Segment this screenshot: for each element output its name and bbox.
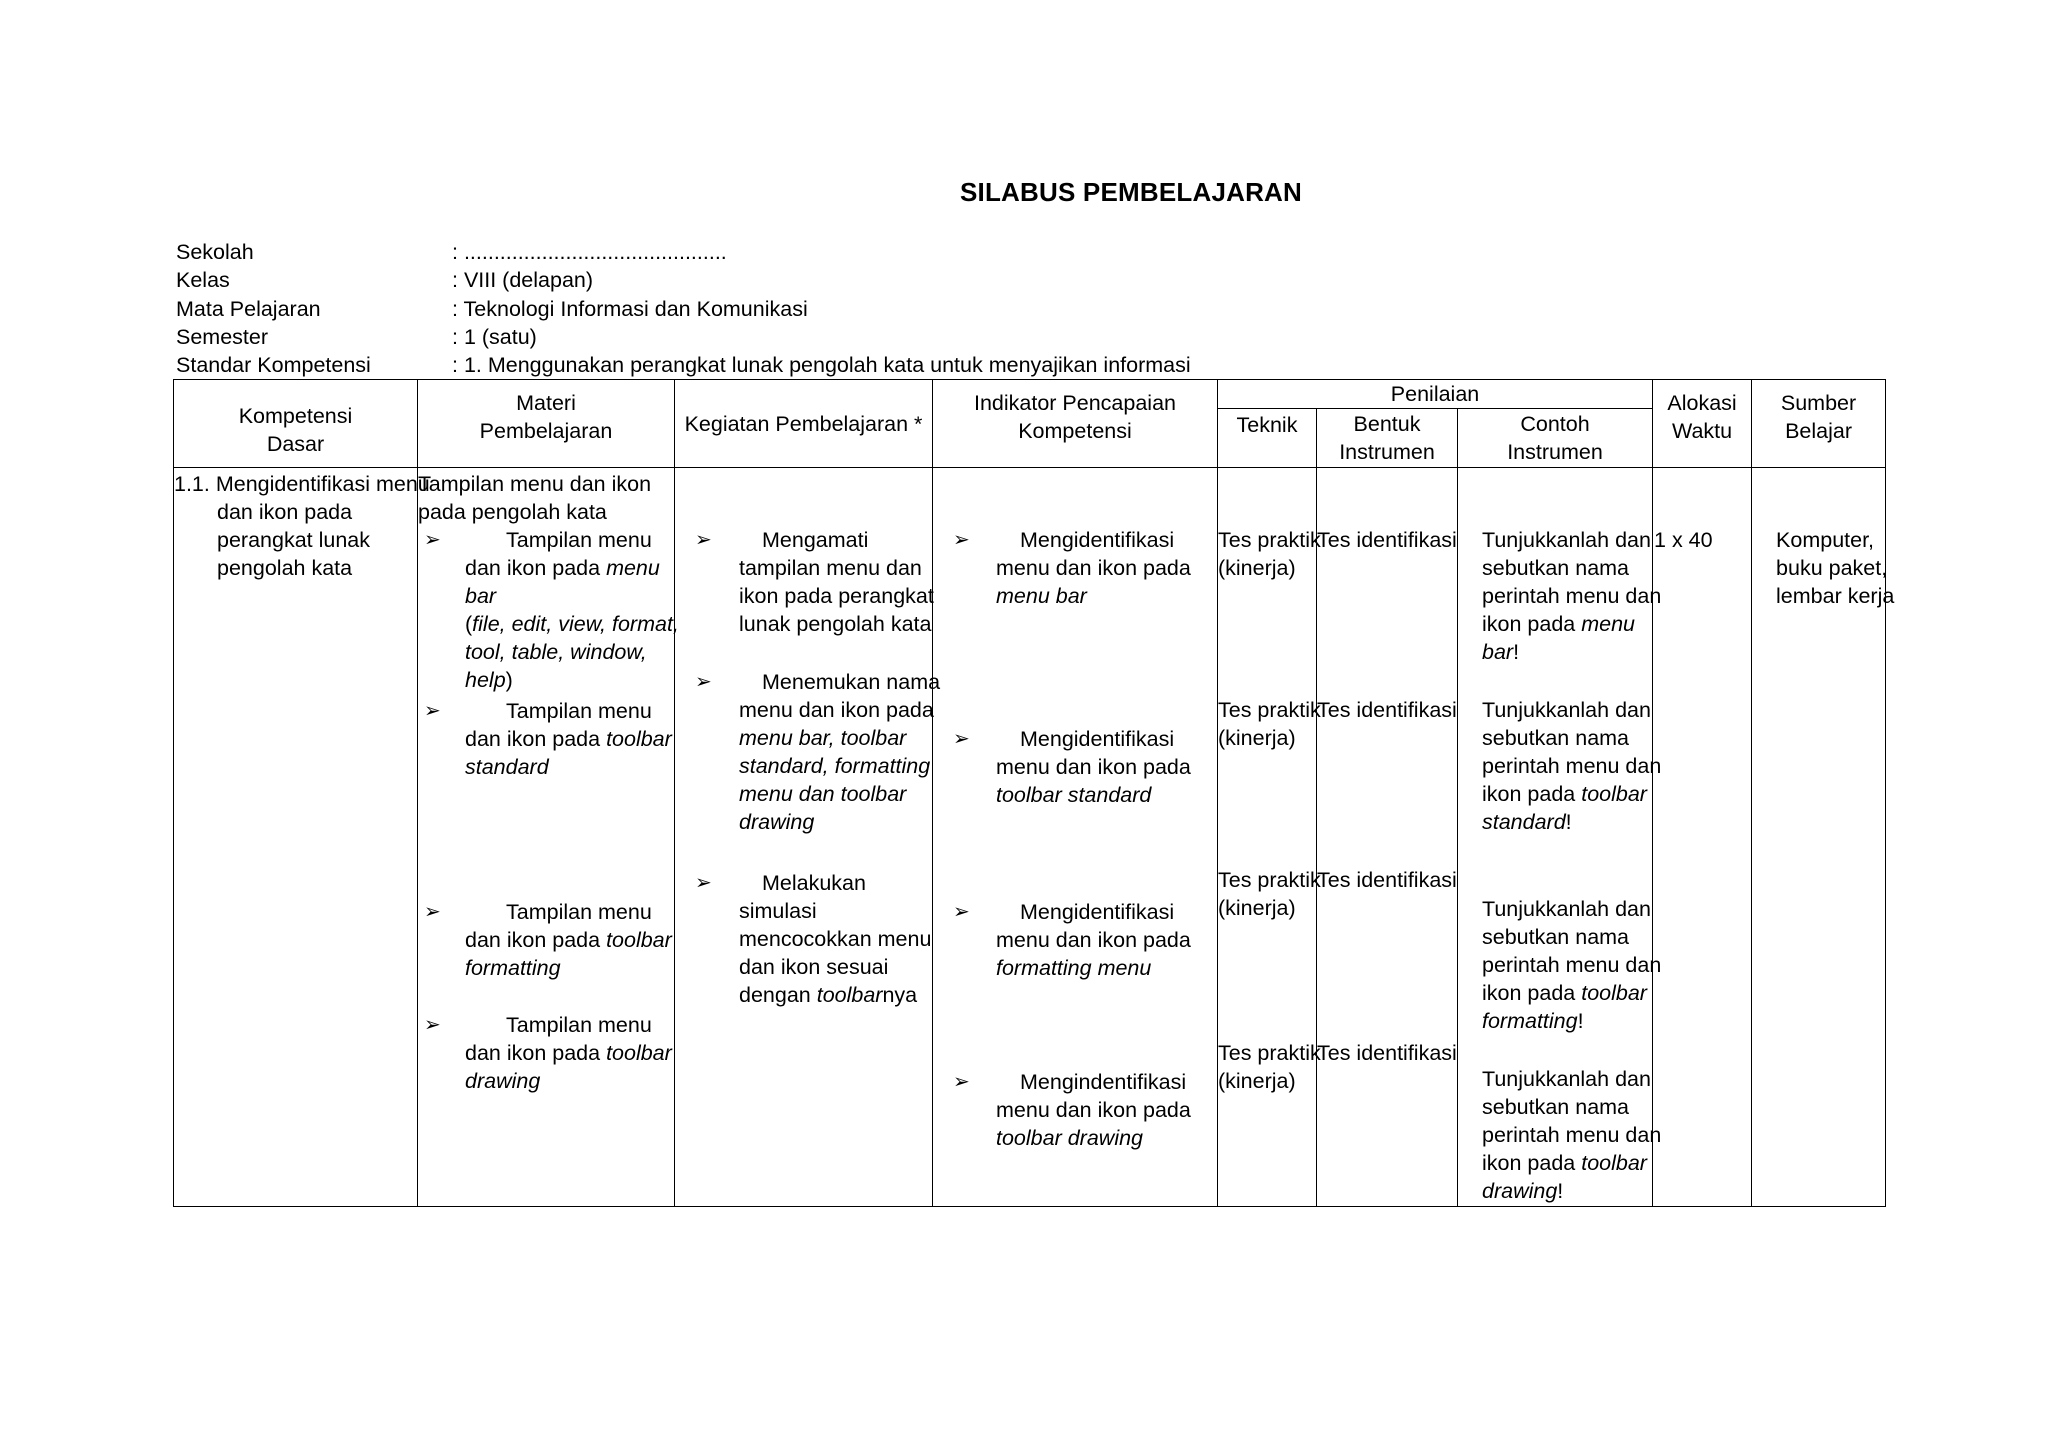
header-indikator: Indikator Pencapaian Kompetensi [933,380,1218,468]
kd-text: 1.1. Mengidentifikasi menu dan ikon pada perangkat lunak pengolah kata [174,472,430,580]
arrow-bullet-icon: ➢ [953,529,970,551]
cell-bentuk-instrumen [1317,468,1458,1207]
info-value: : Teknologi Informasi dan Komunikasi [452,296,808,321]
cell-teknik [1218,468,1321,1207]
header-alokasi-waktu: Alokasi Waktu [1653,380,1752,468]
arrow-bullet-icon: ➢ [424,901,441,923]
arrow-bullet-icon: ➢ [695,872,712,894]
bentuk-entry: Tes identifikasi [1317,528,1457,552]
header-penilaian: Penilaian [1218,380,1653,409]
alokasi-value: 1 x 40 [1654,528,1713,552]
cell-indikator [933,468,1218,1207]
arrow-bullet-icon: ➢ [953,728,970,750]
teknik-entry: Tes praktik (kinerja) [1218,868,1321,920]
info-value: : ............................................ [452,240,727,264]
cell-sumber-belajar [1752,468,1895,1207]
info-value: : VIII (delapan) [452,268,594,293]
bentuk-entry: Tes identifikasi [1317,1041,1457,1065]
arrow-bullet-icon: ➢ [953,901,970,923]
info-label: Standar Kompetensi [176,353,371,378]
document-title: SILABUS PEMBELAJARAN [959,177,1303,207]
cell-alokasi-waktu [1653,468,1752,1207]
arrow-bullet-icon: ➢ [695,671,712,693]
header-row [174,380,1886,409]
info-label: Sekolah [176,240,254,264]
arrow-bullet-icon: ➢ [424,700,441,722]
arrow-bullet-icon: ➢ [953,1071,970,1093]
contoh-entry: Tunjukkanlah dan sebutkan nama perintah menu dan ikon pada toolbar formatting! [1482,897,1662,1033]
list-item: ➢ Menemukan nama menu dan ikon pada menu bar, toolbar standard, formatting menu dan toolbar drawing [695,670,941,834]
list-item: ➢ Tampilan menu dan ikon pada toolbar formatting [424,900,672,980]
info-value: : 1. Menggunakan perangkat lunak pengolah kata untuk menyajikan informasi [452,353,1191,378]
syllabus-table [173,379,1895,1207]
bentuk-entry: Tes identifikasi [1317,698,1457,722]
contoh-entry: Tunjukkanlah dan sebutkan nama perintah menu dan ikon pada menu bar! [1482,528,1662,664]
list-item: ➢ Tampilan menu dan ikon pada toolbar drawing [424,1013,672,1093]
arrow-bullet-icon: ➢ [424,1014,441,1036]
header-sumber-belajar: Sumber Belajar [1752,380,1886,468]
cell-contoh-instrumen [1458,468,1662,1207]
sumber-value: Komputer, buku paket, lembar kerja [1776,528,1895,608]
contoh-entry: Tunjukkanlah dan sebutkan nama perintah menu dan ikon pada toolbar standard! [1482,698,1662,834]
header-teknik: Teknik [1218,409,1317,468]
list-item: ➢ Melakukan simulasi mencocokkan menu dan ikon sesuai dengan toolbarnya [695,871,932,1007]
cell-materi [418,468,679,1207]
teknik-entry: Tes praktik (kinerja) [1218,1041,1321,1093]
teknik-entry: Tes praktik (kinerja) [1218,698,1321,750]
header-contoh-instrumen: Contoh Instrumen [1458,409,1653,468]
header-kompetensi-dasar: Kompetensi Dasar [174,380,418,468]
cell-kegiatan [675,468,941,1207]
list-item: ➢ Mengidentifikasi menu dan ikon pada formatting menu [953,900,1191,980]
info-value: : 1 (satu) [452,324,537,349]
teknik-entry: Tes praktik (kinerja) [1218,528,1321,580]
info-label: Semester [176,324,269,349]
list-item: ➢ Tampilan menu dan ikon pada toolbar standard [424,699,672,779]
bentuk-entry: Tes identifikasi [1317,868,1457,892]
cell-kompetensi-dasar [174,468,430,1207]
table-row [174,468,1886,1207]
arrow-bullet-icon: ➢ [424,529,441,551]
info-label: Mata Pelajaran [176,296,321,321]
info-label: Kelas [176,268,230,293]
materi-intro: Tampilan menu dan ikon pada pengolah kata [418,472,652,524]
header-kegiatan: Kegiatan Pembelajaran * [675,380,933,468]
arrow-bullet-icon: ➢ [695,529,712,551]
list-item: ➢ Mengidentifikasi menu dan ikon pada toolbar standard [953,727,1191,807]
list-item: ➢ Mengamati tampilan menu dan ikon pada perangkat lunak pengolah kata [695,528,934,636]
header-materi: Materi Pembelajaran [418,380,675,468]
contoh-entry: Tunjukkanlah dan sebutkan nama perintah menu dan ikon pada toolbar drawing! [1482,1067,1662,1203]
header-bentuk-instrumen: Bentuk Instrumen [1317,409,1458,468]
list-item: ➢ Tampilan menu dan ikon pada menu bar (file, edit, view, format, tool, table, window, help) [424,528,679,692]
list-item: ➢ Mengidentifikasi menu dan ikon pada menu bar [953,528,1191,608]
list-item: ➢ Mengindentifikasi menu dan ikon pada toolbar drawing [953,1070,1191,1150]
